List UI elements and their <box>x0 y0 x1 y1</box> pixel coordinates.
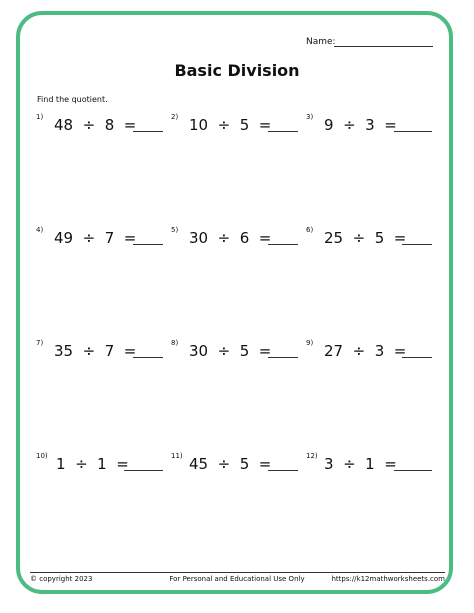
problem-number: 5) <box>171 226 179 234</box>
answer-blank[interactable] <box>133 244 163 245</box>
problem-expression: 49 ÷ 7 = <box>54 229 137 247</box>
footer-copyright: © copyright 2023 <box>30 575 93 583</box>
problem-number: 7) <box>36 339 44 347</box>
problem-number: 3) <box>306 113 314 121</box>
problem-number: 4) <box>36 226 44 234</box>
instructions: Find the quotient. <box>37 95 108 104</box>
problem-expression: 30 ÷ 5 = <box>189 342 272 360</box>
answer-blank[interactable] <box>268 357 298 358</box>
answer-blank[interactable] <box>124 470 163 471</box>
problem-expression: 10 ÷ 5 = <box>189 116 272 134</box>
problem-expression: 30 ÷ 6 = <box>189 229 272 247</box>
problem-number: 10) <box>36 452 48 460</box>
name-label: Name: <box>306 37 336 47</box>
footer-divider <box>30 572 445 573</box>
problem-number: 9) <box>306 339 314 347</box>
problem-expression: 48 ÷ 8 = <box>54 116 137 134</box>
answer-blank[interactable] <box>133 357 163 358</box>
problem-expression: 27 ÷ 3 = <box>324 342 407 360</box>
problem-expression: 1 ÷ 1 = <box>56 455 129 473</box>
footer-website[interactable]: https://k12mathworksheets.com <box>331 575 445 583</box>
answer-blank[interactable] <box>402 244 432 245</box>
problem-number: 2) <box>171 113 179 121</box>
page-title: Basic Division <box>174 61 300 80</box>
answer-blank[interactable] <box>402 357 432 358</box>
problem-expression: 3 ÷ 1 = <box>324 455 397 473</box>
answer-blank[interactable] <box>133 131 163 132</box>
answer-blank[interactable] <box>394 470 432 471</box>
problem-number: 12) <box>306 452 318 460</box>
answer-blank[interactable] <box>394 131 432 132</box>
answer-blank[interactable] <box>268 470 298 471</box>
problem-number: 1) <box>36 113 44 121</box>
answer-blank[interactable] <box>268 244 298 245</box>
problem-expression: 25 ÷ 5 = <box>324 229 407 247</box>
problem-number: 6) <box>306 226 314 234</box>
problem-expression: 35 ÷ 7 = <box>54 342 137 360</box>
problem-expression: 9 ÷ 3 = <box>324 116 397 134</box>
name-field-line[interactable] <box>334 46 433 47</box>
answer-blank[interactable] <box>268 131 298 132</box>
footer-usage: For Personal and Educational Use Only <box>169 575 305 583</box>
problem-number: 11) <box>171 452 183 460</box>
problem-expression: 45 ÷ 5 = <box>189 455 272 473</box>
problem-number: 8) <box>171 339 179 347</box>
